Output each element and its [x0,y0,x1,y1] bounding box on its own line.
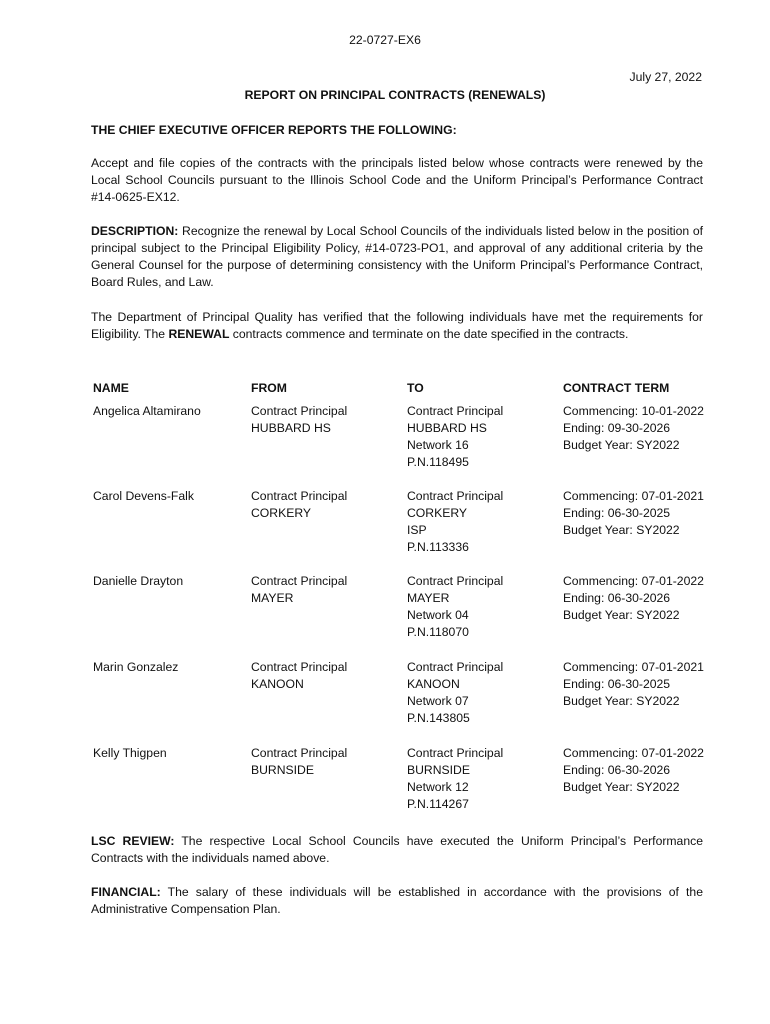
intro-paragraph: Accept and file copies of the contracts with the principals listed below whose contracts were renewed by the Local School Councils pursuant to the Illinois School Code and the Uniform Principal’s Performance Contract #14-0625-EX12. [91,156,703,204]
principal-name: Angelica Altamirano [93,404,201,418]
contract-term: Commencing: 10-01-2022 Ending: 09-30-2026 Budget Year: SY2022 [563,404,704,452]
verification-text-1: The Department of Principal Quality has verified that the following individuals have met the requirements for Eligibility. The [91,310,703,341]
description-text: Recognize the renewal by Local School Councils of the individuals listed below in the position of principal subject to the Principal Eligibility Policy, #14-0723-PO1, and approval of any additional criteria by the General Counsel for the purpose of determining consistency with the Uniform Principal’s Performance Contract, Board Rules, and Law. [91,224,703,289]
lsc-review-paragraph [91,833,703,867]
principal-name: Carol Devens-Falk [93,489,194,503]
contract-term: Commencing: 07-01-2022 Ending: 06-30-2026 Budget Year: SY2022 [563,574,704,622]
to-position: Contract Principal KANOON Network 07 P.N.143805 [407,660,504,725]
from-position: Contract Principal CORKERY [251,489,348,520]
from-position: Contract Principal KANOON [251,660,348,691]
from-position: Contract Principal MAYER [251,574,348,605]
contract-term: Commencing: 07-01-2021 Ending: 06-30-2025 Budget Year: SY2022 [563,489,704,537]
description-label: DESCRIPTION: [91,224,179,238]
column-header-term: CONTRACT TERM [563,381,670,395]
report-title: REPORT ON PRINCIPAL CONTRACTS (RENEWALS) [244,88,546,102]
document-id: 22-0727-EX6 [349,33,421,47]
description-paragraph [91,223,703,291]
financial-paragraph [91,884,703,918]
lsc-review-text: The respective Local School Councils have executed the Uniform Principal’s Performance Contracts with the individuals named above. [91,834,703,865]
verification-paragraph [91,309,703,343]
to-position: Contract Principal HUBBARD HS Network 16 P.N.118495 [407,404,504,469]
column-header-from: FROM [251,381,287,395]
from-position: Contract Principal HUBBARD HS [251,404,348,435]
financial-text: The salary of these individuals will be established in accordance with the provisions of the Administrative Compensation Plan. [91,885,703,916]
to-position: Contract Principal CORKERY ISP P.N.113336 [407,489,504,554]
financial-label: FINANCIAL: [91,885,161,899]
verification-text-2: contracts commence and terminate on the date specified in the contracts. [229,327,629,341]
column-header-name: NAME [93,381,129,395]
to-position: Contract Principal MAYER Network 04 P.N.118070 [407,574,504,639]
from-position: Contract Principal BURNSIDE [251,746,348,777]
renewal-keyword: RENEWAL [168,327,230,341]
ceo-heading: THE CHIEF EXECUTIVE OFFICER REPORTS THE FOLLOWING: [91,123,457,137]
report-date: July 27, 2022 [629,70,702,84]
principal-name: Danielle Drayton [93,574,184,588]
principal-name: Kelly Thigpen [93,746,167,760]
lsc-review-label: LSC REVIEW: [91,834,175,848]
contract-term: Commencing: 07-01-2022 Ending: 06-30-2026 Budget Year: SY2022 [563,746,704,794]
to-position: Contract Principal BURNSIDE Network 12 P.N.114267 [407,746,504,811]
column-header-to: TO [407,381,424,395]
principal-name: Marin Gonzalez [93,660,179,674]
contract-term: Commencing: 07-01-2021 Ending: 06-30-2025 Budget Year: SY2022 [563,660,704,708]
